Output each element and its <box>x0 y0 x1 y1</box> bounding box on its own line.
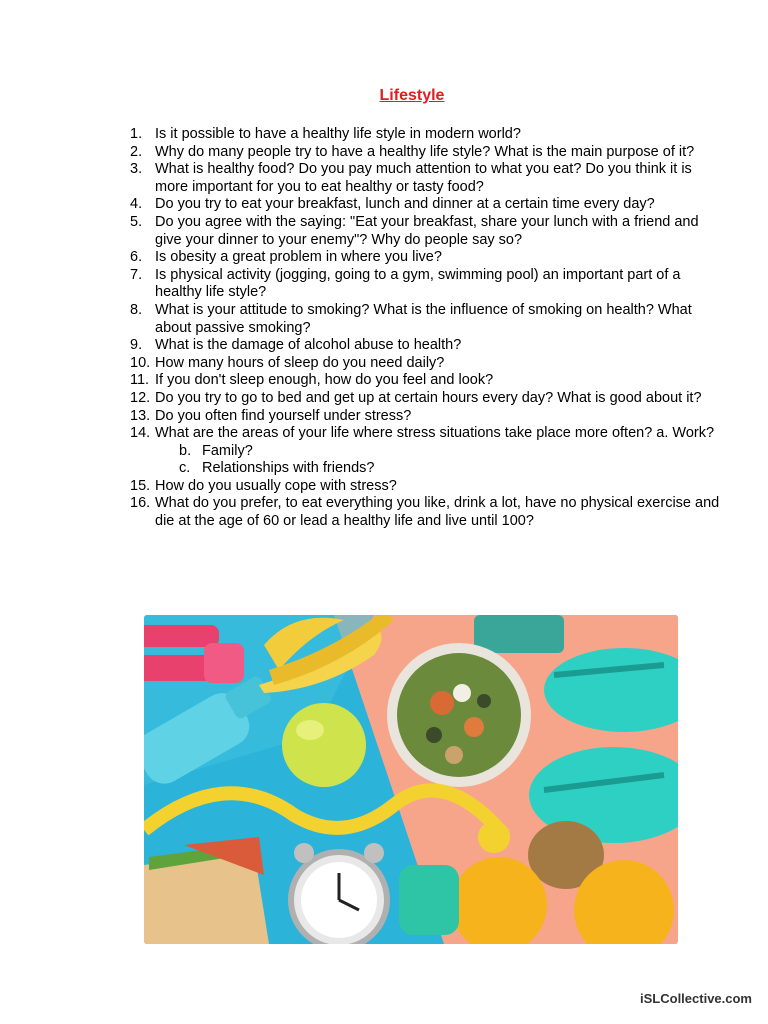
apple-icon <box>282 703 366 787</box>
watermark: iSLCollective.com <box>640 991 752 1006</box>
question-item: 16. What do you prefer, to eat everything you like, drink a lot, have no physical exercise and die at the age of 60 or lead a healthy life and live until 100? <box>130 495 720 530</box>
question-item: 14. What are the areas of your life where stress situations take place more often? a. Work? <box>130 425 715 442</box>
question-item: 2. Why do many people try to have a healthy life style? What is the main purpose of it? <box>130 143 695 160</box>
question-item: 13. Do you often find yourself under stress? <box>130 407 412 424</box>
question-item: 7. Is physical activity (jogging, going to a gym, swimming pool) an important part of a healthy life style? <box>130 266 681 301</box>
question-item: 9. What is the damage of alcohol abuse to health? <box>130 337 462 354</box>
question-item: 5. Do you agree with the saying: "Eat your breakfast, share your lunch with a friend and give your dinner to your enemy"? Why do people say so? <box>130 213 699 248</box>
page-title: Lifestyle <box>379 87 445 104</box>
salad-bowl-icon <box>387 643 531 787</box>
question-item: 3. What is healthy food? Do you pay much attention to what you eat? Do you think it is more important for you to eat healthy or tasty food? <box>130 161 692 195</box>
alarm-clock-icon <box>291 843 387 944</box>
question-item: 12. Do you try to go to bed and get up at certain hours every day? What is good about it? <box>130 389 702 406</box>
question-item: 15. How do you usually cope with stress? <box>130 477 397 494</box>
dumbbell-icon <box>399 865 459 935</box>
question-item: 11. If you don't sleep enough, how do you feel and look? <box>130 372 494 389</box>
question-item: 8. What is your attitude to smoking? What is the influence of smoking on health? What about passive smoking? <box>130 301 692 336</box>
question-item: 10. How many hours of sleep do you need daily? <box>130 354 445 371</box>
healthy-lifestyle-photo <box>144 615 678 944</box>
question-item: 4. Do you try to eat your breakfast, lunch and dinner at a certain time every day? <box>130 196 655 213</box>
question-item: 6. Is obesity a great problem in where you live? <box>130 249 442 266</box>
question-list <box>130 126 720 531</box>
sub-item: c. Relationships with friends? <box>179 460 375 477</box>
sub-item: b. Family? <box>179 442 253 459</box>
question-item: 1. Is it possible to have a healthy life style in modern world? <box>130 126 521 142</box>
